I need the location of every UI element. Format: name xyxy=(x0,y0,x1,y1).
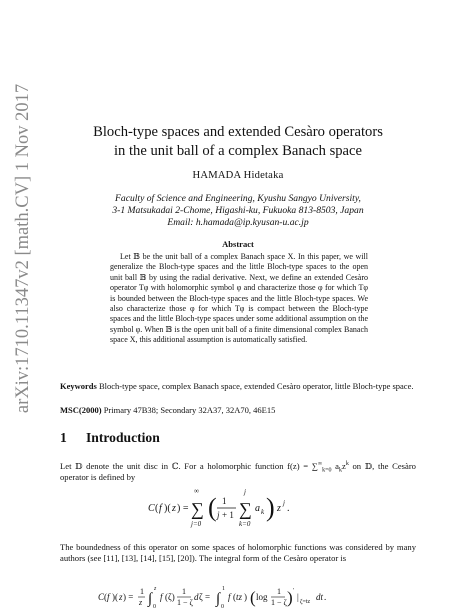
svg-text:(ζ): (ζ) xyxy=(165,592,175,602)
svg-text:f: f xyxy=(107,592,110,602)
svg-text:|: | xyxy=(297,592,299,602)
svg-text:ζ=tz: ζ=tz xyxy=(300,599,311,605)
svg-text:∫: ∫ xyxy=(148,591,153,607)
cesaro-integral-equation xyxy=(60,584,416,610)
svg-text:): ) xyxy=(244,592,247,602)
svg-text:tz: tz xyxy=(236,592,243,602)
svg-text:d: d xyxy=(194,592,199,602)
svg-text:1 − ζ: 1 − ζ xyxy=(271,598,287,607)
svg-text:k: k xyxy=(261,508,265,516)
intro-paragraph-1: Let 𝔻 denote the unit disc in ℂ. For a holomorphic function $f(z) = \sum^\infty_{k=0}$ $a_kz^k$ on 𝔻, the Cesàro operator is defined by xyxy=(60,461,416,483)
svg-text:j: j xyxy=(217,510,220,520)
svg-text:a: a xyxy=(255,503,260,514)
svg-text:): ) xyxy=(266,493,275,522)
svg-text:∑: ∑ xyxy=(191,499,204,519)
svg-text:z: z xyxy=(154,586,157,592)
svg-text:log: log xyxy=(256,592,268,602)
section-title: Introduction xyxy=(86,430,160,445)
svg-text:z: z xyxy=(277,503,281,514)
affiliation xyxy=(60,193,416,228)
svg-text:): ) xyxy=(287,588,293,607)
svg-text:k=0: k=0 xyxy=(239,520,251,528)
msc-text: Primary 47B38; Secondary 32A37, 32A70, 46E15 xyxy=(103,405,276,415)
affiliation-email: Email: h.hamada@ip.kyusan-u.ac.jp xyxy=(167,216,309,228)
svg-text:1: 1 xyxy=(140,587,144,596)
svg-text:) =: ) = xyxy=(123,592,134,602)
title-line-1: Bloch-type spaces and extended Cesàro operators xyxy=(93,124,383,140)
abstract-text: Let 𝔹 be the unit ball of a complex Banach space X. In this paper, we will generalize the Bloch-type spaces and the little Bloch-type spaces to the open unit ball 𝔹 by using the radial derivative. Next, we define an extended Cesàro operator Tφ with holomorphic symbol φ and characterize those φ for which Tφ is bounded between the Bloch-type spaces and the little Bloch-type spaces. We also characterize those φ for which Tφ is compact between the Bloch-type spaces and the little Bloch-type spaces under some additional assumption on the symbol φ. When 𝔹 is the open unit ball of a finite dimensional complex Banach space X, this additional assumption is automatically satisfied. xyxy=(110,252,368,345)
svg-text:C: C xyxy=(148,503,155,514)
svg-text:) =: ) = xyxy=(177,503,189,514)
intro-paragraph-1-start: Let 𝔻 denote the unit disc in ℂ. For a holomorphic function f(z) = ∑ xyxy=(60,461,318,471)
svg-text:∞: ∞ xyxy=(194,487,199,495)
svg-text:∑: ∑ xyxy=(239,499,252,519)
title-line-2: in the unit ball of a complex Banach space xyxy=(113,143,362,159)
svg-text:0: 0 xyxy=(153,604,156,610)
keywords-label: Keywords xyxy=(60,381,97,391)
svg-text:j=0: j=0 xyxy=(191,520,202,528)
svg-text:)(: )( xyxy=(112,592,118,602)
intro-paragraph-2: The boundedness of this operator on some spaces of holomorphic functions was considered by many authors (see [11], [13], [14], [15], [20]). The integral form of the Cesàro operator is xyxy=(60,542,416,564)
svg-text:.: . xyxy=(287,503,290,514)
svg-text:∫: ∫ xyxy=(216,591,221,607)
svg-text:′: ′ xyxy=(293,588,295,594)
svg-text:z: z xyxy=(119,592,123,602)
svg-text:1: 1 xyxy=(222,586,225,592)
svg-text:1: 1 xyxy=(277,587,281,596)
affiliation-line-2: 3-1 Matsukadai 2-Chome, Higashi-ku, Fukuoka 813-8503, Japan xyxy=(112,204,364,216)
msc-label: MSC(2000) xyxy=(60,405,102,415)
svg-text:j: j xyxy=(244,488,246,496)
abstract-heading: Abstract xyxy=(222,239,254,249)
svg-text:1 − ζ: 1 − ζ xyxy=(177,598,193,607)
paper-title xyxy=(60,123,416,161)
svg-text:(: ( xyxy=(233,592,236,602)
svg-text:dt: dt xyxy=(316,592,324,602)
section-number: 1 xyxy=(60,430,67,445)
arxiv-stamp xyxy=(11,83,37,413)
author-name: HAMADA Hidetaka xyxy=(192,170,284,181)
svg-text:f: f xyxy=(160,592,163,602)
section-heading xyxy=(60,430,416,446)
svg-text:(: ( xyxy=(250,588,256,607)
svg-text:+ 1: + 1 xyxy=(222,510,234,520)
svg-text:C: C xyxy=(98,592,105,602)
affiliation-line-1: Faculty of Science and Engineering, Kyushu Sangyo University, xyxy=(115,193,361,204)
svg-text:z: z xyxy=(172,503,176,514)
keywords-text: Bloch-type space, complex Banach space, extended Cesàro operator, little Bloch-type space. xyxy=(98,381,414,391)
svg-text:ζ =: ζ = xyxy=(199,592,211,602)
svg-text:)(: )( xyxy=(164,503,171,514)
msc-classification xyxy=(60,405,416,415)
svg-text:1: 1 xyxy=(182,587,186,596)
svg-text:z: z xyxy=(139,598,143,607)
svg-text:(: ( xyxy=(208,493,217,522)
svg-text:j: j xyxy=(283,499,285,507)
svg-text:(: ( xyxy=(104,592,107,602)
svg-text:0: 0 xyxy=(221,604,224,610)
keywords xyxy=(60,381,416,392)
svg-text:.: . xyxy=(324,592,327,602)
svg-text:(: ( xyxy=(155,503,159,514)
svg-text:f: f xyxy=(228,592,231,602)
arxiv-stamp-text: arXiv:1710.11347v2 [math.CV] 1 Nov 2017 xyxy=(13,83,34,413)
intro-paragraph-1-end: on 𝔻, the Cesàro operator is defined by xyxy=(60,461,416,483)
cesaro-series-equation xyxy=(60,484,416,532)
svg-text:1: 1 xyxy=(222,496,227,506)
svg-text:f: f xyxy=(159,503,162,514)
